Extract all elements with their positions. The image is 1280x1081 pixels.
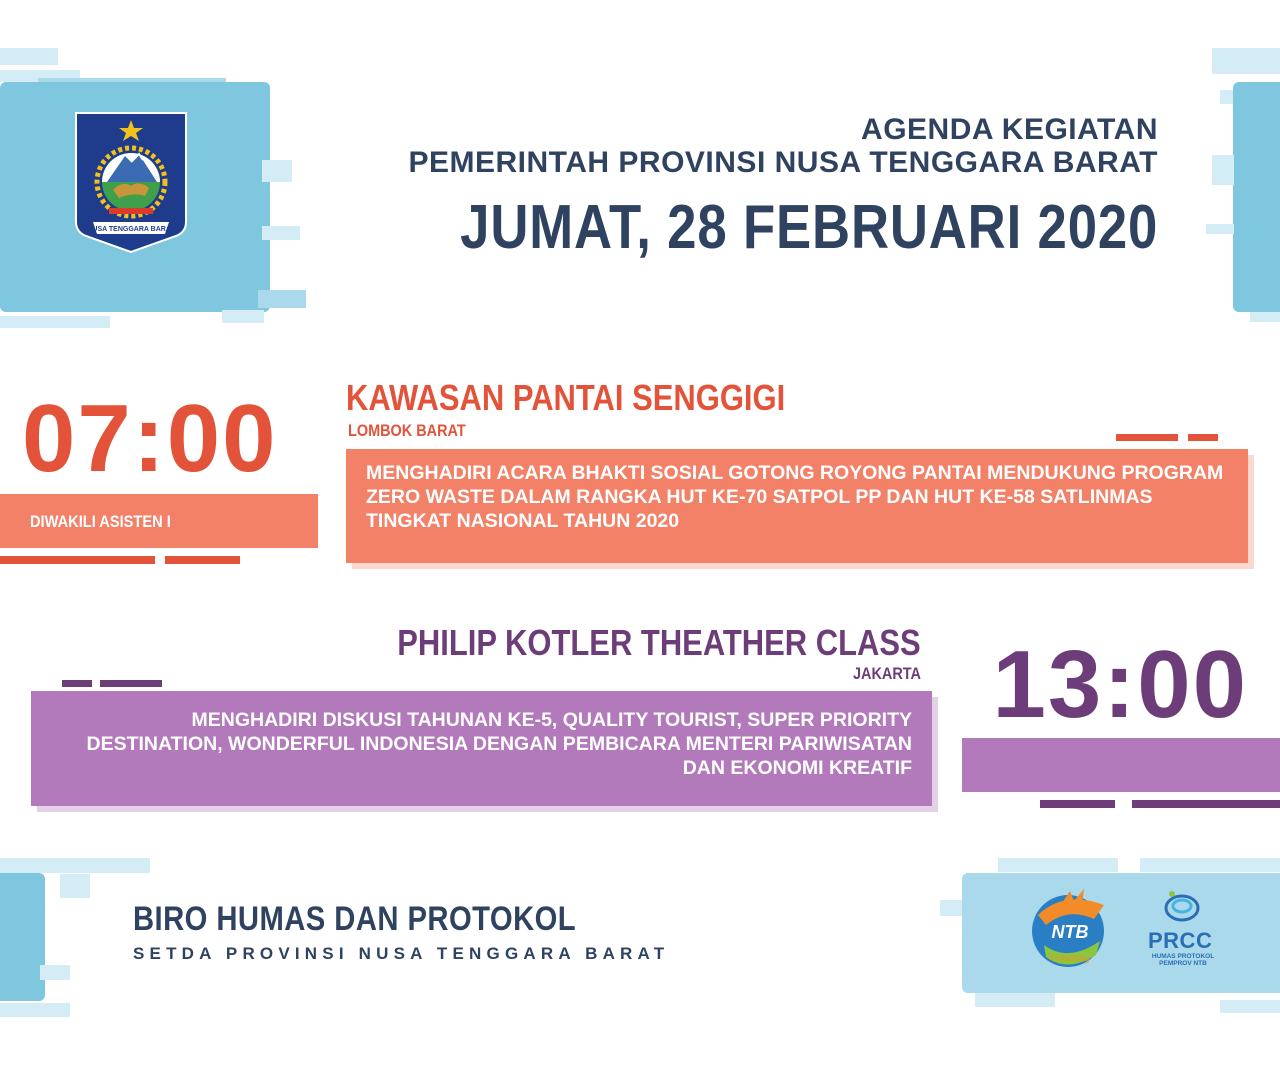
decor-block xyxy=(262,226,300,240)
decor-block xyxy=(222,310,264,323)
decor-bar xyxy=(100,680,162,687)
decor-block xyxy=(262,160,292,182)
logo-panel xyxy=(962,873,1280,993)
decor-bar xyxy=(1116,434,1178,441)
event-time: 07:00 xyxy=(22,385,278,492)
decor-block xyxy=(0,1003,70,1017)
agenda-date: JUMAT, 28 FEBRUARI 2020 xyxy=(459,193,1158,262)
decor-bar xyxy=(0,556,155,564)
decor-block xyxy=(258,290,306,308)
decor-block xyxy=(60,874,90,898)
decor-block xyxy=(1212,155,1234,185)
decor-block xyxy=(1206,224,1234,234)
event-location: PHILIP KOTLER THEATHER CLASS xyxy=(397,622,921,663)
event-region: LOMBOK BARAT xyxy=(348,421,466,440)
decor-block xyxy=(0,316,110,328)
decor-bar xyxy=(1132,800,1280,808)
decor-bar xyxy=(1188,434,1218,441)
decor-block xyxy=(1220,1000,1280,1013)
ntb-gemilang-text: NTB xyxy=(1051,922,1089,942)
event-description: MENGHADIRI ACARA BHAKTI SOSIAL GOTONG ROYONG PANTAI MENDUKUNG PROGRAM ZERO WASTE DALAM RANGKA HUT KE-70 SATPOL PP DAN HUT KE-58 SATLINMAS TINGKAT NASIONAL TAHUN 2020 xyxy=(346,449,1248,563)
event-time-badge xyxy=(962,738,1280,792)
government-heading: PEMERINTAH PROVINSI NUSA TENGGARA BARAT xyxy=(408,146,1158,179)
decor-bar xyxy=(1040,800,1115,808)
decor-block xyxy=(0,858,150,873)
agenda-heading: AGENDA KEGIATAN xyxy=(861,113,1158,146)
decor-block xyxy=(998,858,1118,872)
footer-subtitle: SETDA PROVINSI NUSA TENGGARA BARAT xyxy=(133,944,670,963)
decor-block xyxy=(1250,312,1280,322)
representative-label: DIWAKILI ASISTEN I xyxy=(30,512,171,531)
decor-block xyxy=(975,993,1055,1007)
decor-bar xyxy=(165,556,240,564)
event-time: 13:00 xyxy=(992,631,1248,738)
decor-block xyxy=(1212,48,1280,74)
decor-panel xyxy=(1233,82,1280,312)
ntb-gemilang-script: Gemilang xyxy=(1050,953,1090,964)
decor-block xyxy=(40,965,70,980)
footer-organization: BIRO HUMAS DAN PROTOKOL xyxy=(133,900,577,938)
prcc-logo-subtitle: HUMAS PROTOKOL PEMPROV NTB xyxy=(1151,953,1215,967)
event-region: JAKARTA xyxy=(853,664,921,683)
decor-bar xyxy=(62,680,92,687)
event-representative-badge xyxy=(0,494,318,548)
ntb-emblem-icon xyxy=(73,110,189,255)
decor-block xyxy=(0,48,58,65)
event-description: MENGHADIRI DISKUSI TAHUNAN KE-5, QUALITY TOURIST, SUPER PRIORITY DESTINATION, WONDERFUL INDONESIA DENGAN PEMBICARA MENTERI PARIWISATAN DAN EKONOMI KREATIF xyxy=(31,691,932,806)
prcc-logo-text: PRCC xyxy=(1148,928,1213,953)
decor-panel xyxy=(0,873,45,1001)
decor-block xyxy=(1140,858,1280,872)
emblem-ribbon-text: NUSA TENGGARA BARAT xyxy=(87,226,175,233)
event-location: KAWASAN PANTAI SENGGIGI xyxy=(346,377,786,418)
ntb-gemilang-logo-icon xyxy=(1024,885,1116,973)
